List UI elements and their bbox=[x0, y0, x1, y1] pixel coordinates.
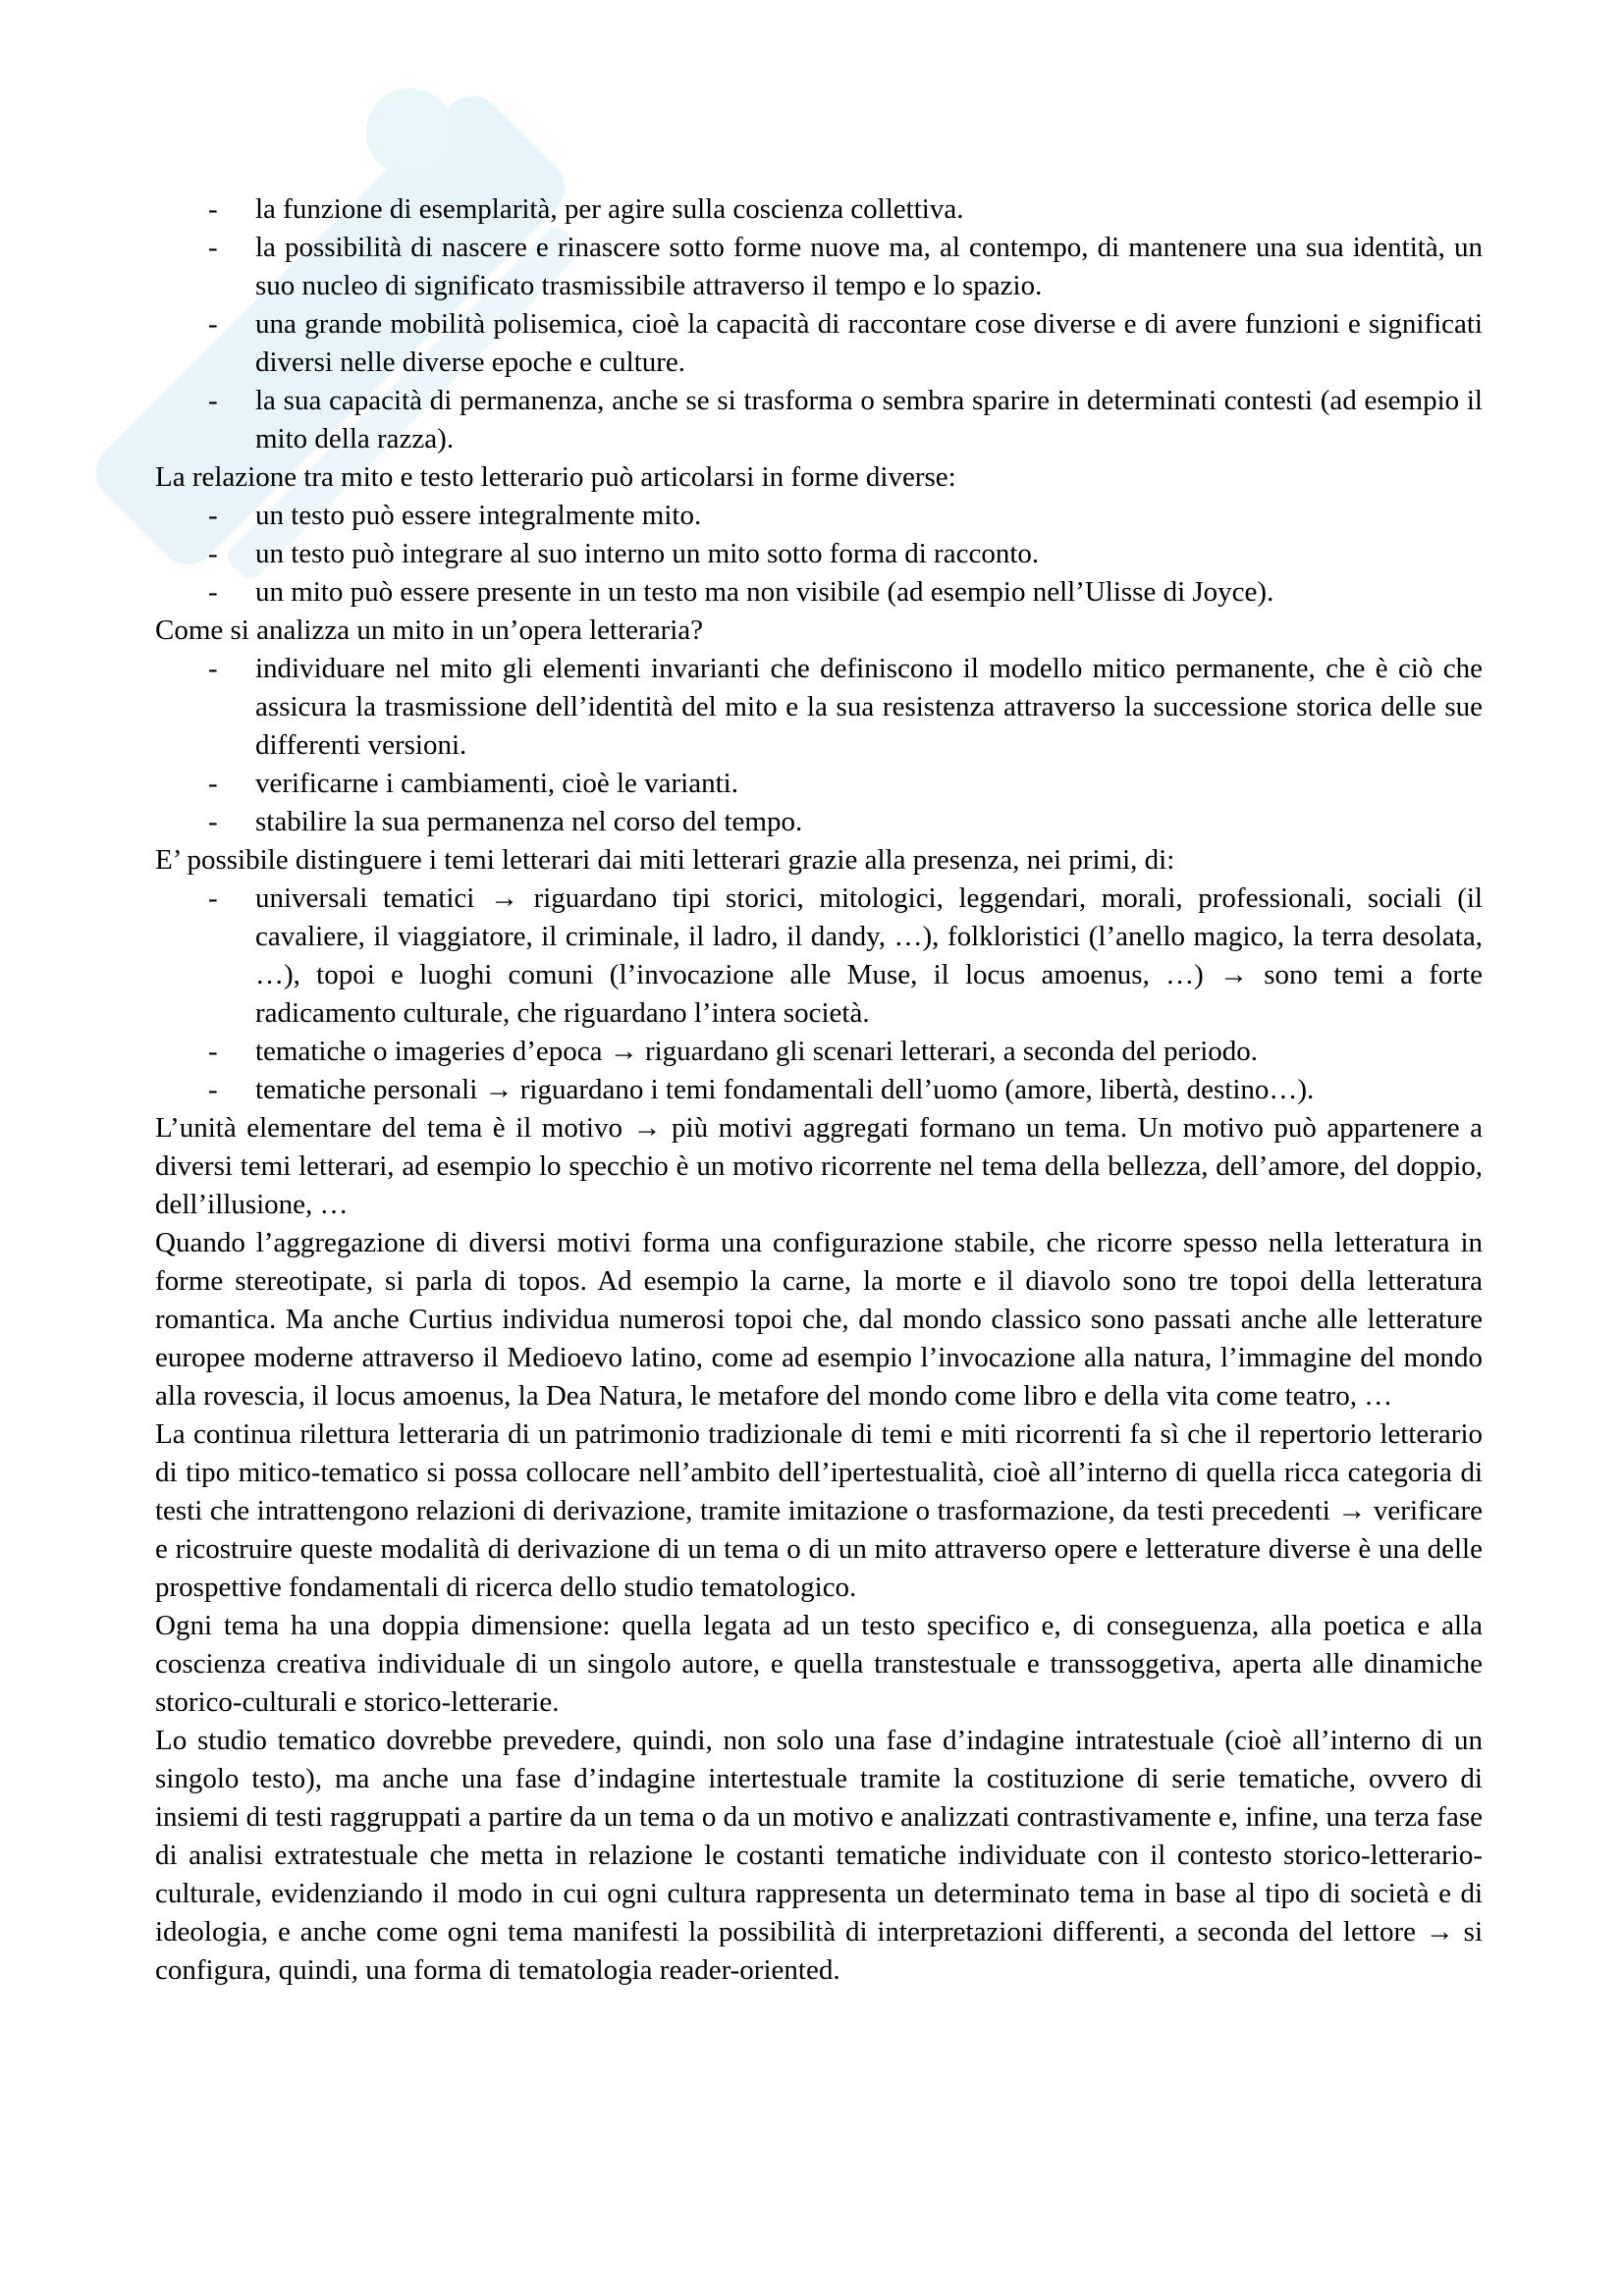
paragraph: Ogni tema ha una doppia dimensione: quella legata ad un testo specifico e, di conseguenza, alla poetica e alla coscienza creativa individuale di un singolo autore, e quella transtestuale e transsoggetiva, aperta alle dinamiche storico-culturali e storico-letterarie. bbox=[155, 1610, 1483, 1718]
list-item: - individuare nel mito gli elementi invarianti che definiscono il modello mitico permanente, che è ciò che assicura la trasmissione dell’identità del mito e la sua resistenza attraverso la successione storica delle sue differenti versioni. bbox=[155, 650, 1483, 765]
paragraph: Quando l’aggregazione di diversi motivi forma una configurazione stabile, che ricorre spesso nella letteratura in forme stereotipate, si parla di topos. Ad esempio la carne, la morte e il diavolo sono tre topoi della letteratura romantica. Ma anche Curtius individua numerosi topoi che, dal mondo classico sono passati anche alle letterature europee moderne attraverso il Medioevo latino, come ad esempio l’invocazione alla natura, l’immagine del mondo alla rovescia, il locus amoenus, la Dea Natura, le metafore del mondo come libro e della vita come teatro, … bbox=[155, 1227, 1483, 1412]
list-item: - un testo può integrare al suo interno un mito sotto forma di racconto. bbox=[155, 535, 1483, 573]
document-body bbox=[155, 190, 1483, 1990]
bullet-list bbox=[155, 190, 1483, 458]
paragraph: Come si analizza un mito in un’opera letteraria? bbox=[155, 614, 704, 646]
list-item: - universali tematici → riguardano tipi storici, mitologici, leggendari, morali, professionali, sociali (il cavaliere, il viaggiatore, il criminale, il ladro, il dandy, …), folkloristici (l’anello magico, la terra desolata, …), topoi e luoghi comuni (l’invocazione alle Muse, il locus amoenus, …) → sono temi a forte radicamento culturale, che riguardano l’intera società. bbox=[155, 880, 1483, 1033]
bullet-list bbox=[155, 497, 1483, 612]
list-item: - un mito può essere presente in un testo ma non visibile (ad esempio nell’Ulisse di Joyce). bbox=[155, 573, 1483, 612]
paragraph: L’unità elementare del tema è il motivo → più motivi aggregati formano un tema. Un motivo può appartenere a diversi temi letterari, ad esempio lo specchio è un motivo ricorrente nel tema della bellezza, dell’amore, del doppio, dell’illusione, … bbox=[155, 1112, 1483, 1220]
list-item: - una grande mobilità polisemica, cioè la capacità di raccontare cose diverse e di avere funzioni e significati diversi nelle diverse epoche e culture. bbox=[155, 305, 1483, 382]
list-item: - un testo può essere integralmente mito. bbox=[155, 497, 1483, 535]
paragraph: E’ possibile distinguere i temi letterari dai miti letterari grazie alla presenza, nei primi, di: bbox=[155, 844, 1175, 876]
paragraph: La relazione tra mito e testo letterario può articolarsi in forme diverse: bbox=[155, 461, 956, 493]
list-item: - verificarne i cambiamenti, cioè le varianti. bbox=[155, 765, 1483, 803]
paragraph: Lo studio tematico dovrebbe prevedere, quindi, non solo una fase d’indagine intratestuale (cioè all’interno di un singolo testo), ma anche una fase d’indagine intertestuale tramite la costituzione di serie tematiche, ovvero di insiemi di testi raggruppati a partire da un tema o da un motivo e analizzati contrastivamente e, infine, una terza fase di analisi extratestuale che metta in relazione le costanti tematiche individuate con il contesto storico-letterario-culturale, evidenziando il modo in cui ogni cultura rappresenta un determinato tema in base al tipo di società e di ideologia, e anche come ogni tema manifesti la possibilità di interpretazioni differenti, a seconda del lettore → si configura, quindi, una forma di tematologia reader-oriented. bbox=[155, 1725, 1483, 1986]
list-item: - la sua capacità di permanenza, anche se si trasforma o sembra sparire in determinati contesti (ad esempio il mito della razza). bbox=[155, 382, 1483, 458]
list-item: - la funzione di esemplarità, per agire sulla coscienza collettiva. bbox=[155, 190, 1483, 229]
bullet-list bbox=[155, 650, 1483, 841]
list-item: - tematiche o imageries d’epoca → riguardano gli scenari letterari, a seconda del periodo. bbox=[155, 1033, 1483, 1071]
bullet-list bbox=[155, 880, 1483, 1109]
list-item: - stabilire la sua permanenza nel corso del tempo. bbox=[155, 803, 1483, 841]
list-item: - tematiche personali → riguardano i temi fondamentali dell’uomo (amore, libertà, destino…). bbox=[155, 1071, 1483, 1109]
list-item: - la possibilità di nascere e rinascere sotto forme nuove ma, al contempo, di mantenere una sua identità, un suo nucleo di significato trasmissibile attraverso il tempo e lo spazio. bbox=[155, 229, 1483, 305]
paragraph: La continua rilettura letteraria di un patrimonio tradizionale di temi e miti ricorrenti fa sì che il repertorio letterario di tipo mitico-tematico si possa collocare nell’ambito dell’ipertestualità, cioè all’interno di quella ricca categoria di testi che intrattengono relazioni di derivazione, tramite imitazione o trasformazione, da testi precedenti → verificare e ricostruire queste modalità di derivazione di un tema o di un mito attraverso opere e letterature diverse è una delle prospettive fondamentali di ricerca dello studio tematologico. bbox=[155, 1418, 1483, 1603]
